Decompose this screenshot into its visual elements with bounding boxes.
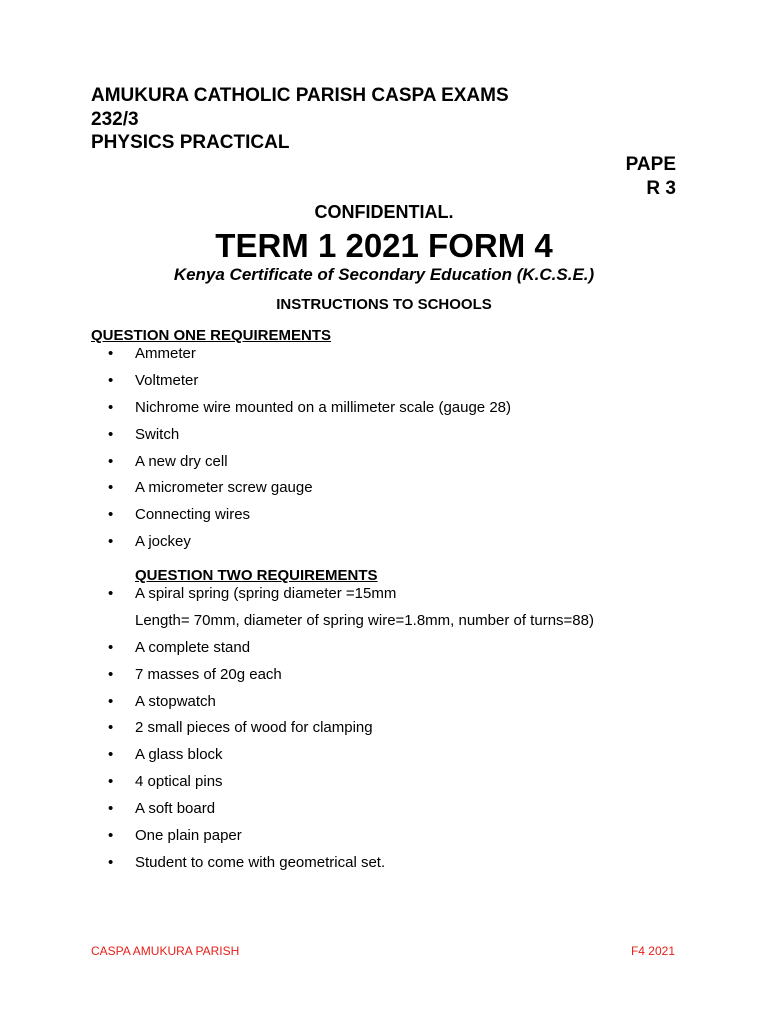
list-item: • A complete stand [108,638,594,665]
question-two-list [108,584,594,880]
confidential-label: CONFIDENTIAL. [314,202,454,222]
list-item: • Nichrome wire mounted on a millimeter scale (gauge 28) [108,398,511,425]
exam-title: AMUKURA CATHOLIC PARISH CASPA EXAMS [91,85,509,106]
list-item: • 7 masses of 20g each [108,665,594,692]
paper-number [606,153,676,201]
list-item: • Connecting wires [108,505,511,532]
list-item: • Student to come with geometrical set. [108,853,594,880]
footer-left: CASPA AMUKURA PARISH [91,944,240,958]
paper-code: 232/3 [91,109,139,130]
list-item: • Voltmeter [108,371,511,398]
list-item: • A micrometer screw gauge [108,478,511,505]
list-item: • 4 optical pins [108,772,594,799]
list-item: • A spiral spring (spring diameter =15mm [108,584,594,611]
question-one-heading: QUESTION ONE REQUIREMENTS [91,327,332,344]
list-item: • Switch [108,425,511,452]
list-item: • 2 small pieces of wood for clamping [108,718,594,745]
kcse-subtitle: Kenya Certificate of Secondary Education (K.C.S.E.) [173,265,595,284]
footer-right: F4 2021 [630,944,675,958]
list-item: • A glass block [108,745,594,772]
list-item: • A jockey [108,532,511,559]
list-item: • One plain paper [108,826,594,853]
list-item: • Ammeter [108,344,511,371]
paper-number-line2: R 3 [646,178,676,199]
subject-title: PHYSICS PRACTICAL [91,132,290,153]
question-one-list [108,344,511,559]
list-item: • A stopwatch [108,692,594,719]
question-two-heading: QUESTION TWO REQUIREMENTS [135,567,378,584]
list-item-continuation: Length= 70mm, diameter of spring wire=1.8mm, number of turns=88) [135,611,594,629]
instructions-heading: INSTRUCTIONS TO SCHOOLS [276,296,492,313]
term-heading: TERM 1 2021 FORM 4 [215,227,553,264]
paper-number-line1: PAPE [625,154,676,175]
list-item: • A new dry cell [108,452,511,479]
list-item: • A soft board [108,799,594,826]
